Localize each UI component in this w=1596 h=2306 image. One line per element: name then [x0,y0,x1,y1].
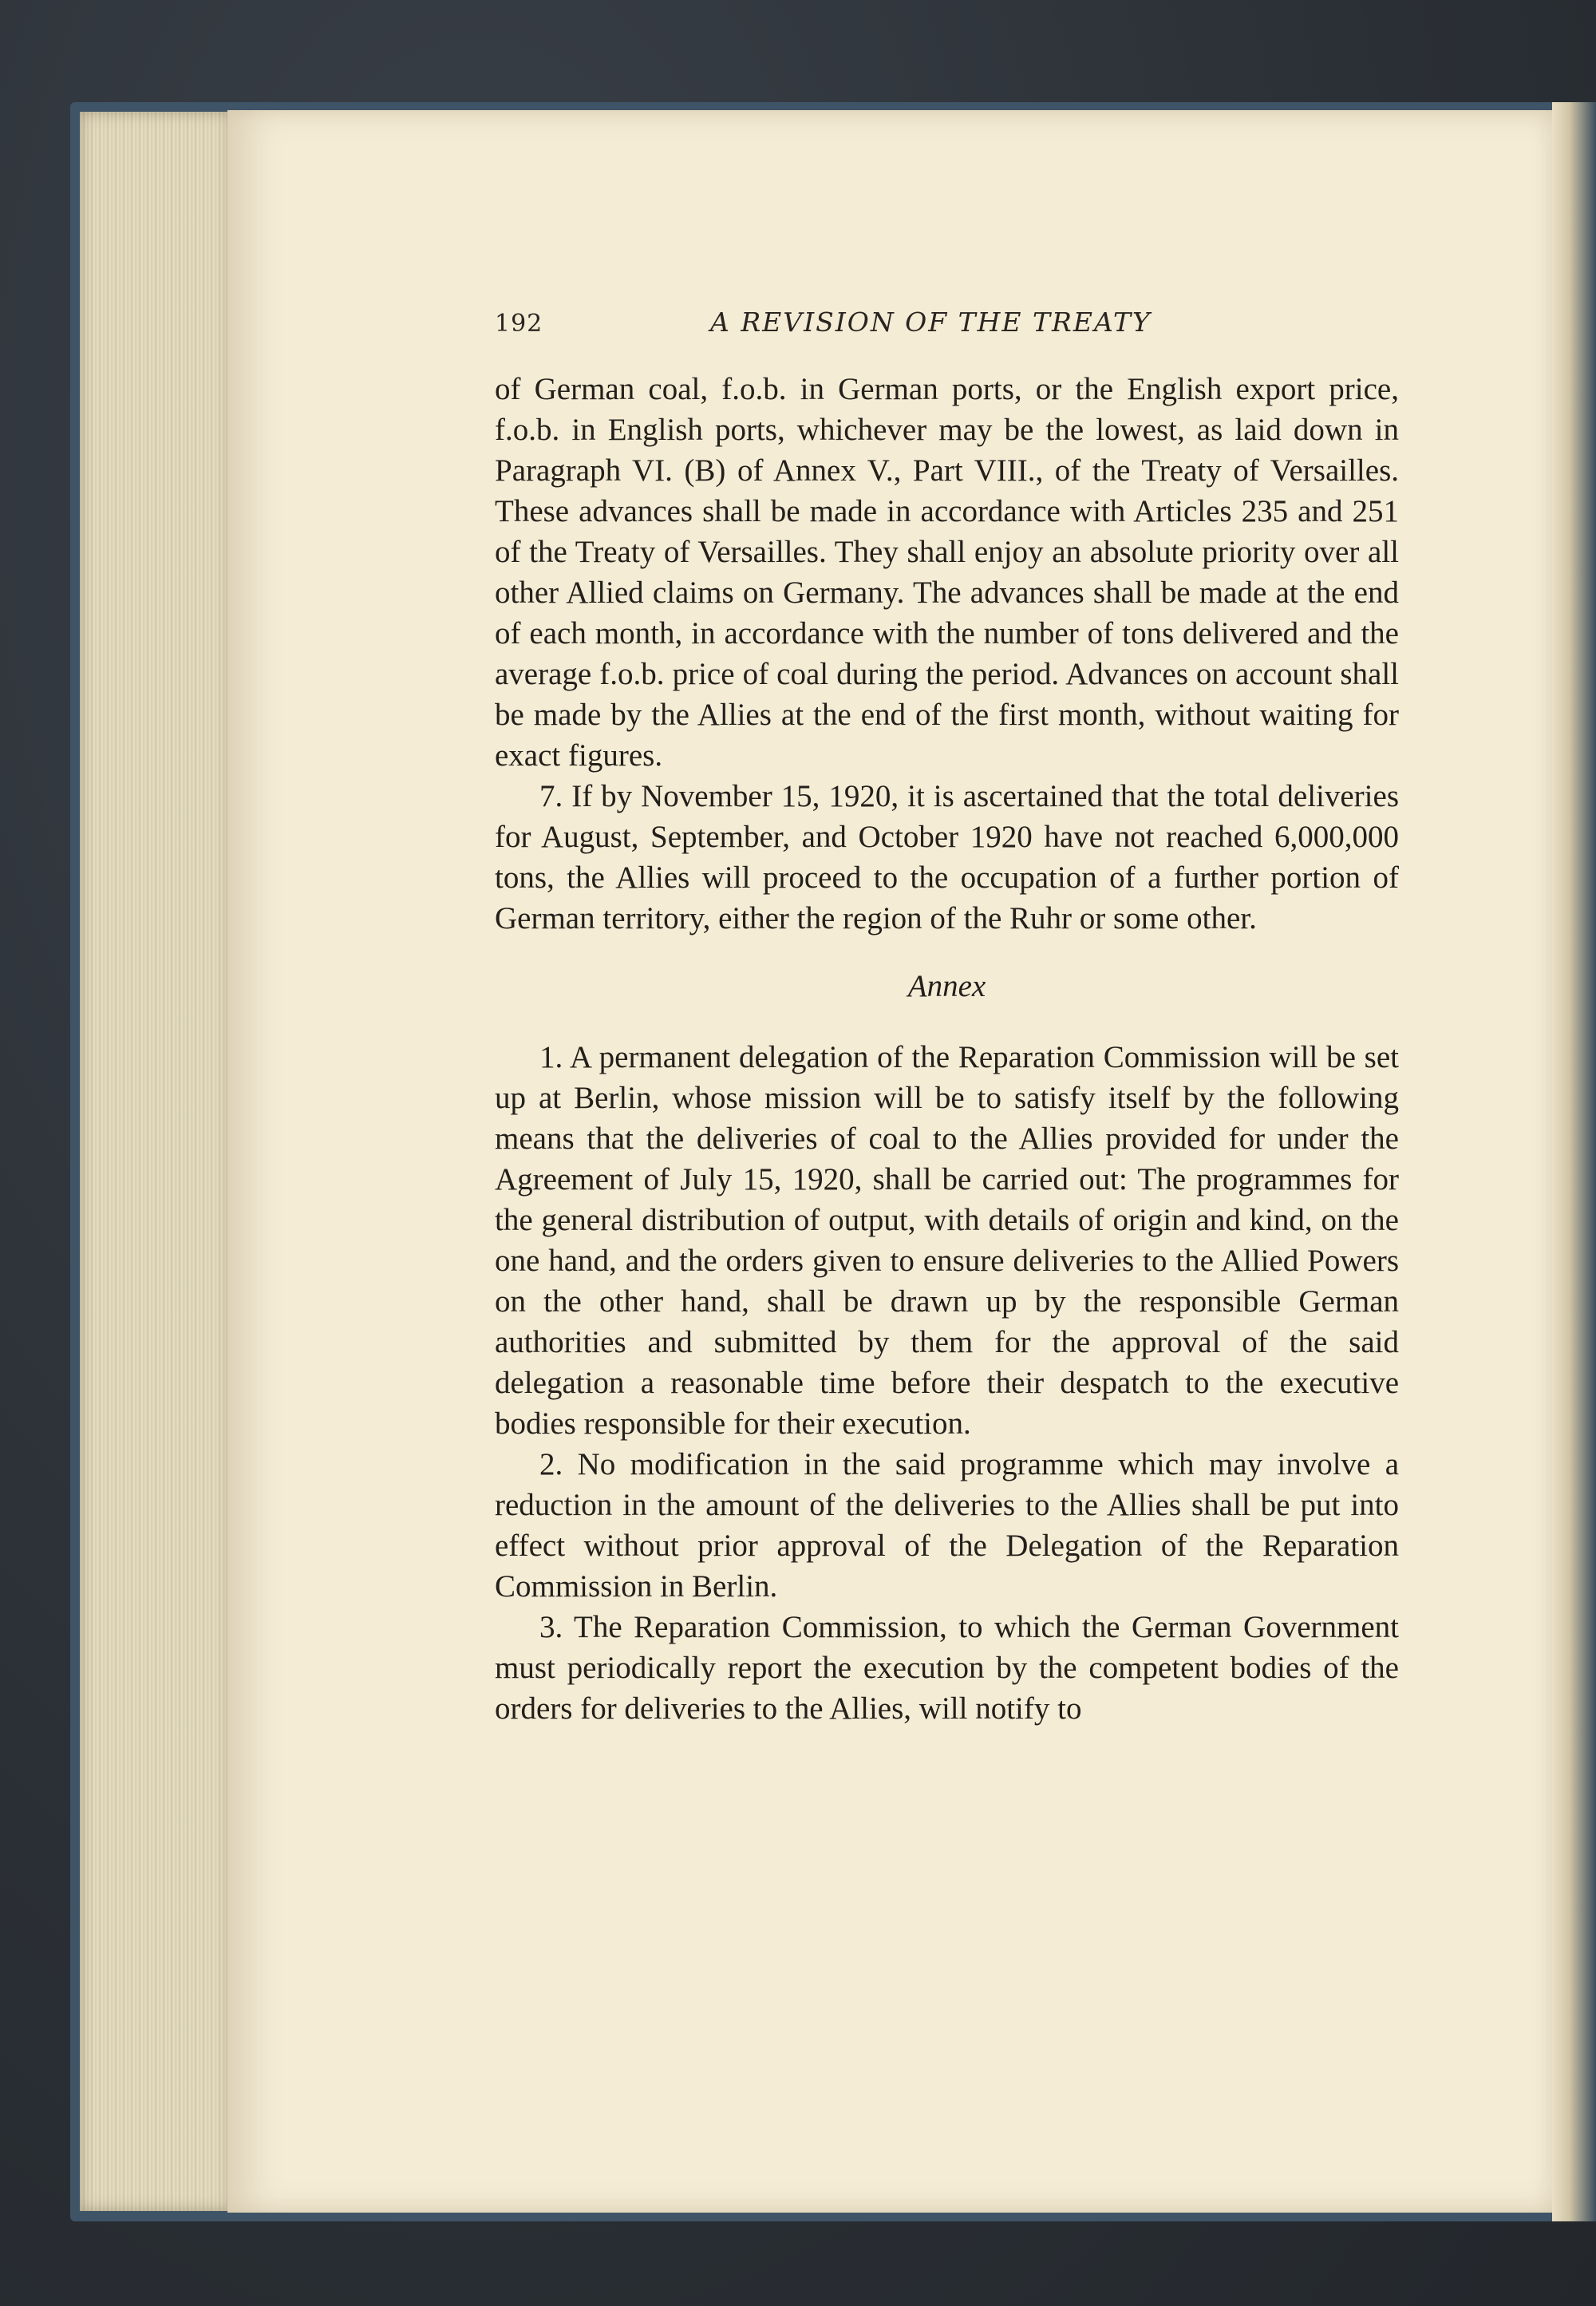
annex-paragraph-3: 3. The Reparation Commission, to which the German Government must periodically report the execution by the competent bodies of the orders for deliveries to the Allies, will notify to [495,1610,1399,1726]
running-title: A REVISION OF THE TREATY [710,307,1152,338]
book-spine-edge [1552,102,1596,2221]
body-text [495,369,1399,1729]
page-number: 192 [495,310,543,338]
paragraph-7: 7. If by November 15, 1920, it is ascertained that the total deliveries for August, September, and October 1920 have not reached 6,000,000 tons, the Allies will proceed to the occupation of a further portion of German territory, either the region of the Ruhr or some other. [495,779,1399,935]
annex-heading: Annex [907,969,986,1003]
page-header [495,307,1399,345]
annex-paragraph-2: 2. No modification in the said programme which may involve a reduction in the amount of the deliveries to the Allies shall be put into effect without prior approval of the Delegation of the Reparation Commission in Berlin. [495,1447,1399,1604]
annex-paragraph-1: 1. A permanent delegation of the Reparation Commission will be set up at Berlin, whose mission will be to satisfy itself by the following means that the deliveries of coal to the Allies provided for under the Agreement of July 15, 1920, shall be carried out: The programmes for the general distribution of output, with details of origin and kind, on the one hand, and the orders given to ensure deliveries to the Allied Powers on the other hand, shall be drawn up by the responsible German authorities and submitted by them for the approval of the said delegation a reasonable time before their despatch to the executive bodies responsible for their execution. [495,1040,1399,1441]
page-edges [80,112,231,2211]
paragraph-continued: of German coal, f.o.b. in German ports, or the English export price, f.o.b. in English ports, whichever may be the lowest, as laid down in Paragraph VI. (B) of Annex V., Part VIII., of the Treaty of Versailles. These advances shall be made in accordance with Articles 235 and 251 of the Treaty of Versailles. They shall enjoy an absolute priority over all other Allied claims on Germany. The advances shall be made at the end of each month, in accordance with the number of tons delivered and the average f.o.b. price of coal during the period. Advances on account shall be made by the Allies at the end of the first month, without waiting for exact figures. [495,372,1399,773]
